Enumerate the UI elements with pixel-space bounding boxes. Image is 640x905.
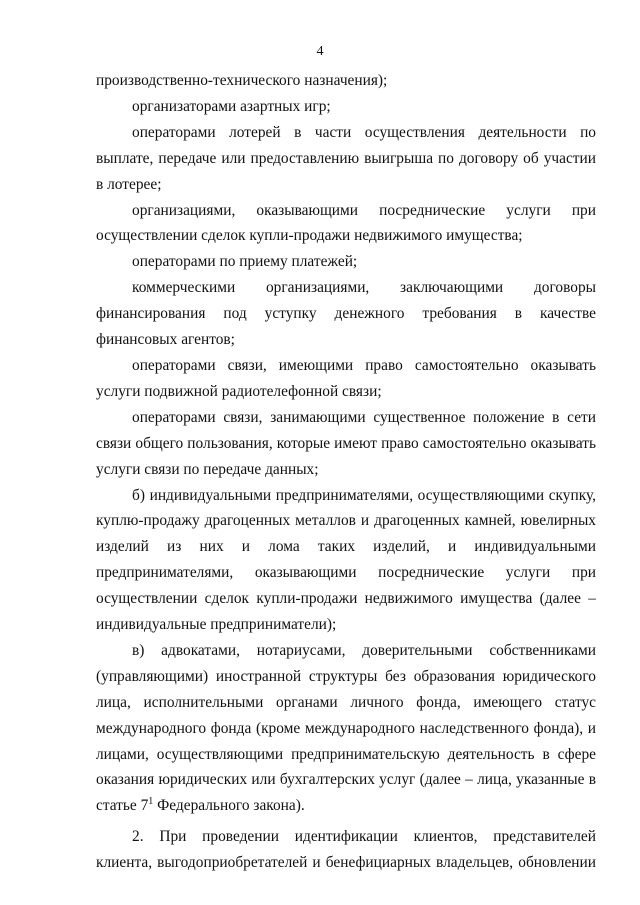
paragraph-2-identification: 2. При проведении идентификации клиентов, представителей клиента, выгодоприобретателей и бенефициарных владельцев, обновлении: [96, 828, 596, 872]
paragraph-v-lawyers-notaries: [96, 638, 596, 819]
list-item-mobile-operators: операторами связи, имеющими право самостоятельно оказывать услуги подвижной радиотелефонной связи;: [96, 356, 596, 400]
paragraph-b-individual-entrepreneurs: б) индивидуальными предпринимателями, осуществляющими скупку, куплю-продажу драгоценных металлов и драгоценных камней, ювелирных изделий из них и лома таких изделий, и индивидуальными предпринимателями, оказывающими посреднические услуги при осуществлении сделок купли-продажи недвижимого имущества (далее – индивидуальные предприниматели);: [96, 486, 596, 634]
page-number: 4: [316, 44, 324, 59]
paragraph-v-ending: Федерального закона).: [153, 797, 305, 815]
article-superscript: 1: [148, 796, 154, 808]
paragraph-v-text: в) адвокатами, нотариусами, доверительными собственниками (управляющими) иностранной структуры без образования юридического лица, исполнительными органами личного фонда, имеющего статус международного фонда (кроме международного наследственного фонда), и лицами, осуществляющими предпринимательскую деятельность в сфере оказания юридических или бухгалтерских услуг (далее – лица, указанные в статье 7: [96, 641, 596, 815]
list-item-real-estate-intermediaries: организациями, оказывающими посреднические услуги при осуществлении сделок купли-продажи недвижимого имущества;: [96, 201, 596, 245]
list-item-financial-agents: коммерческими организациями, заключающими договоры финансирования под уступку денежного требования в качестве финансовых агентов;: [96, 279, 596, 349]
paragraph-continuation: производственно-технического назначения);: [96, 72, 388, 89]
document-body: [96, 68, 596, 876]
list-item-data-operators: операторами связи, занимающими существенное положение в сети связи общего пользования, которые имеют право самостоятельно оказывать услуги связи по передаче данных;: [96, 408, 596, 478]
list-item-lottery-operators: операторами лотерей в части осуществления деятельности по выплате, передаче или предоставлению выигрыша по договору об участии в лотерее;: [96, 123, 596, 193]
list-item-payment-operators: операторами по приему платежей;: [132, 253, 358, 271]
list-item-gambling-organizers: организаторами азартных игр;: [132, 97, 331, 115]
